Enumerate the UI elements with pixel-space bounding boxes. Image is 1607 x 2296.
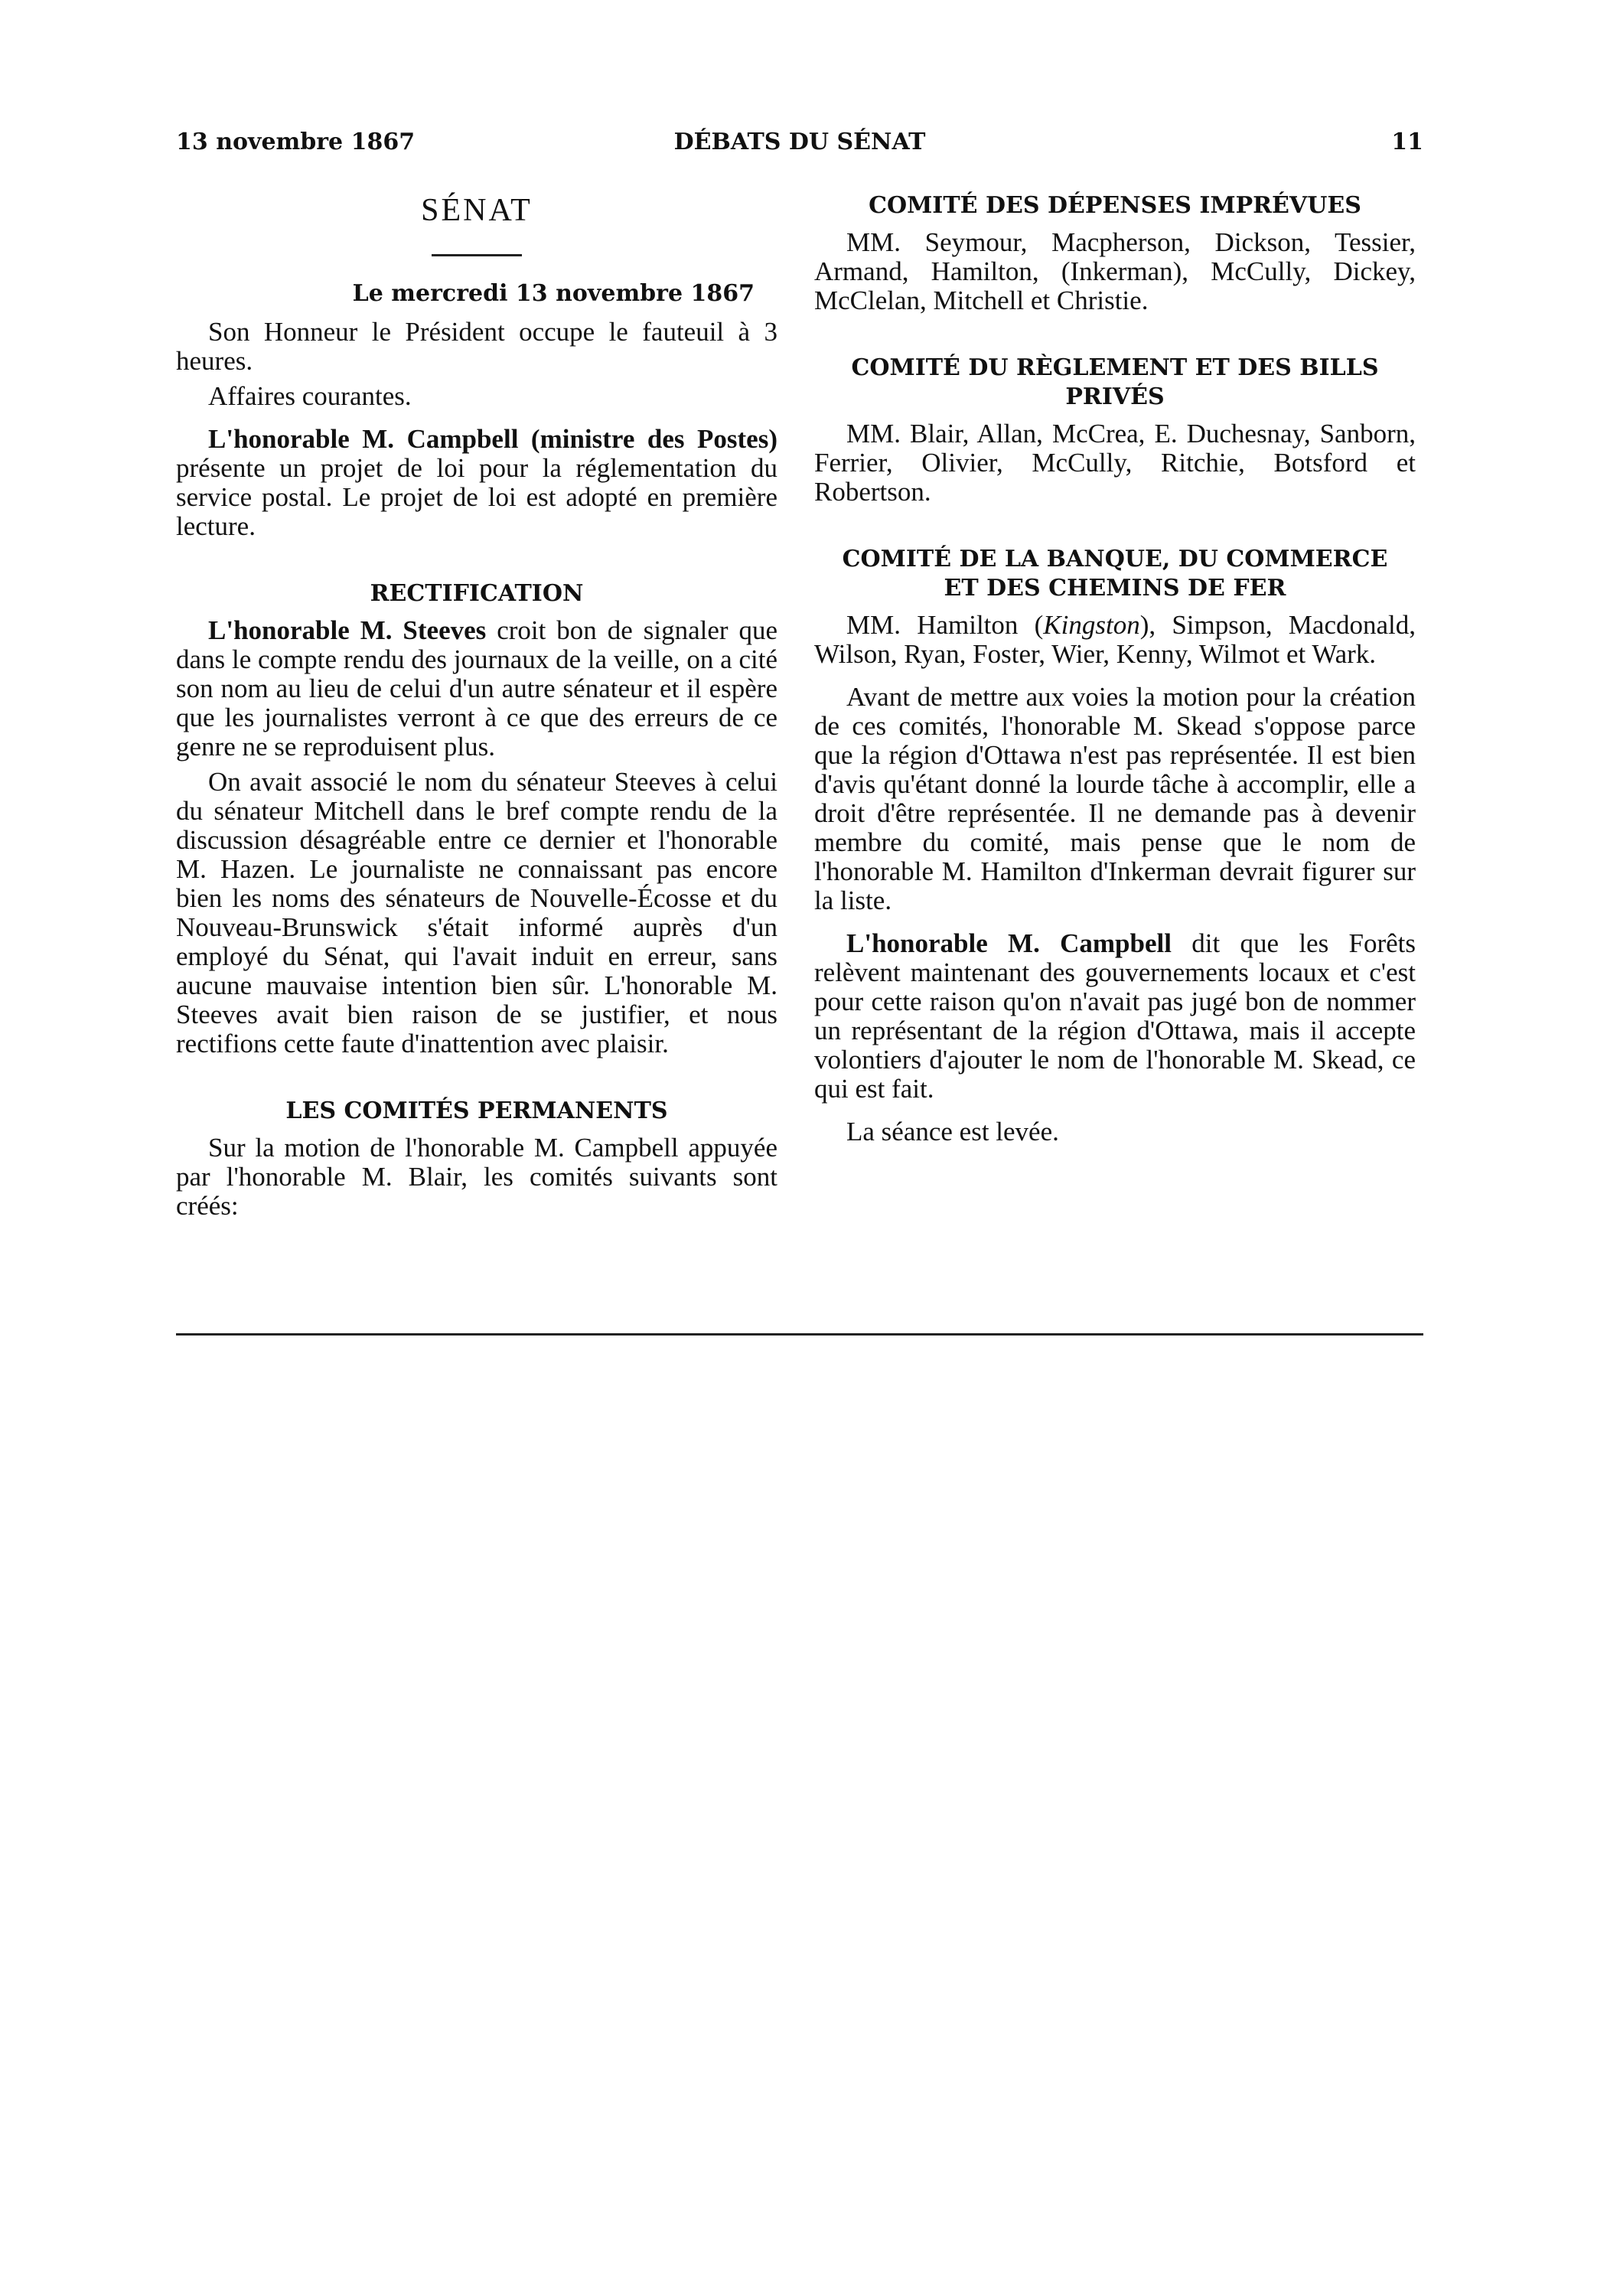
left-column — [176, 191, 777, 1221]
paragraph-routine: Affaires courantes. — [208, 381, 412, 411]
title-rule — [432, 254, 522, 256]
paragraph-skead: Avant de mettre aux voies la motion pour la création de ces comités, l'honorable M. Skead s'oppose parce que la région d'Ottawa n'est pas représentée. Il est bien d'avis qu'étant donné la lourde tâche à accomplir, elle a droit d'être représentée. Il ne demande pas à devenir membre du comité, mais pense que le nom de l'honorable M. Hamilton d'Inkerman devrait figurer sur la liste. — [814, 682, 1416, 915]
chamber-title: SÉNAT — [421, 193, 533, 228]
speaker-steeves: L'honorable M. Steeves — [208, 615, 487, 645]
paragraph-closing: La séance est levée. — [846, 1117, 1059, 1146]
heading-banque — [814, 545, 1416, 603]
heading-permanent-committees: LES COMITÉS PERMANENTS — [285, 1097, 668, 1124]
paragraph-correction: On avait associé le nom du sénateur Steeves à celui du sénateur Mitchell dans le bref compte rendu de la discussion désagréable entre ce dernier et l'honorable M. Hazen. Le journaliste ne connaissant pas encore bien les noms des sénateurs de Nouvelle-Écosse et du Nouveau-Brunswick s'était informé auprès d'un employé du Sénat, qui l'avait induit en erreur, sans aucune mauvaise intention bien sûr. L'honorable M. Steeves avait bien raison de se justifier, et nous rectifions cette faute d'inattention avec plaisir. — [176, 767, 777, 1058]
heading-rectification: RECTIFICATION — [370, 580, 584, 607]
members-banque — [814, 611, 1416, 669]
heading-banque-line2: ET DES CHEMINS DE FER — [944, 575, 1286, 602]
heading-banque-line1: COMITÉ DE LA BANQUE, DU COMMERCE — [842, 546, 1388, 572]
campbell-reply-text: dit que les Forêts relèvent maintenant des gouvernements locaux et c'est pour cette raison qu'on n'avait pas jugé bon de nommer un représentant de la région d'Ottawa, mais il accepte volontiers d'ajouter le nom de l'honorable M. Skead, ce qui est fait. — [814, 928, 1416, 1104]
members-banque-a: MM. Hamilton ( — [846, 610, 1044, 640]
members-depenses: MM. Seymour, Macpherson, Dickson, Tessier, Armand, Hamilton, (Inkerman), McCully, Dickey, McClelan, Mitchell et Christie. — [814, 227, 1416, 315]
header-date: 13 novembre 1867 — [176, 129, 416, 155]
paragraph-campbell-reply — [814, 929, 1416, 1104]
bill-text: présente un projet de loi pour la réglementation du service postal. Le projet de loi est adopté en première lecture. — [176, 453, 777, 541]
speaker-campbell: L'honorable M. Campbell (ministre des Postes) — [208, 424, 777, 454]
page-number: 11 — [1391, 129, 1423, 155]
paragraph-motion: Sur la motion de l'honorable M. Campbell appuyée par l'honorable M. Blair, les comités suivants sont créés: — [176, 1133, 777, 1221]
members-banque-kingston: Kingston — [1043, 610, 1140, 640]
heading-reglement — [814, 354, 1416, 412]
heading-reglement-line2: PRIVÉS — [1065, 383, 1165, 410]
paragraph-steeves — [176, 616, 777, 762]
members-banque-b: ), Simpson, Macdonald, Wilson, Ryan, Foster, Wier, Kenny, Wilmot et Wark. — [814, 610, 1416, 669]
steeves-text: croit bon de signaler que dans le compte rendu des journaux de la veille, on a cité son nom au lieu de celui d'un autre sénateur et il espère que les journalistes verront à ce que des erreurs de ce genre ne se reproduisent plus. — [176, 615, 777, 762]
running-header — [176, 129, 1423, 167]
speaker-campbell-reply: L'honorable M. Campbell — [846, 928, 1172, 958]
heading-reglement-line1: COMITÉ DU RÈGLEMENT ET DES BILLS — [851, 354, 1379, 381]
members-reglement: MM. Blair, Allan, McCrea, E. Duchesnay, Sanborn, Ferrier, Olivier, McCully, Ritchie, Botsford et Robertson. — [814, 419, 1416, 507]
paragraph-opening: Son Honneur le Président occupe le fauteuil à 3 heures. — [176, 317, 777, 376]
heading-depenses: COMITÉ DES DÉPENSES IMPRÉVUES — [869, 192, 1361, 219]
right-column — [814, 191, 1416, 1146]
bottom-rule — [176, 1333, 1423, 1336]
header-title: DÉBATS DU SÉNAT — [673, 129, 926, 155]
sitting-date: Le mercredi 13 novembre 1867 — [352, 280, 755, 307]
paragraph-bill — [176, 425, 777, 541]
